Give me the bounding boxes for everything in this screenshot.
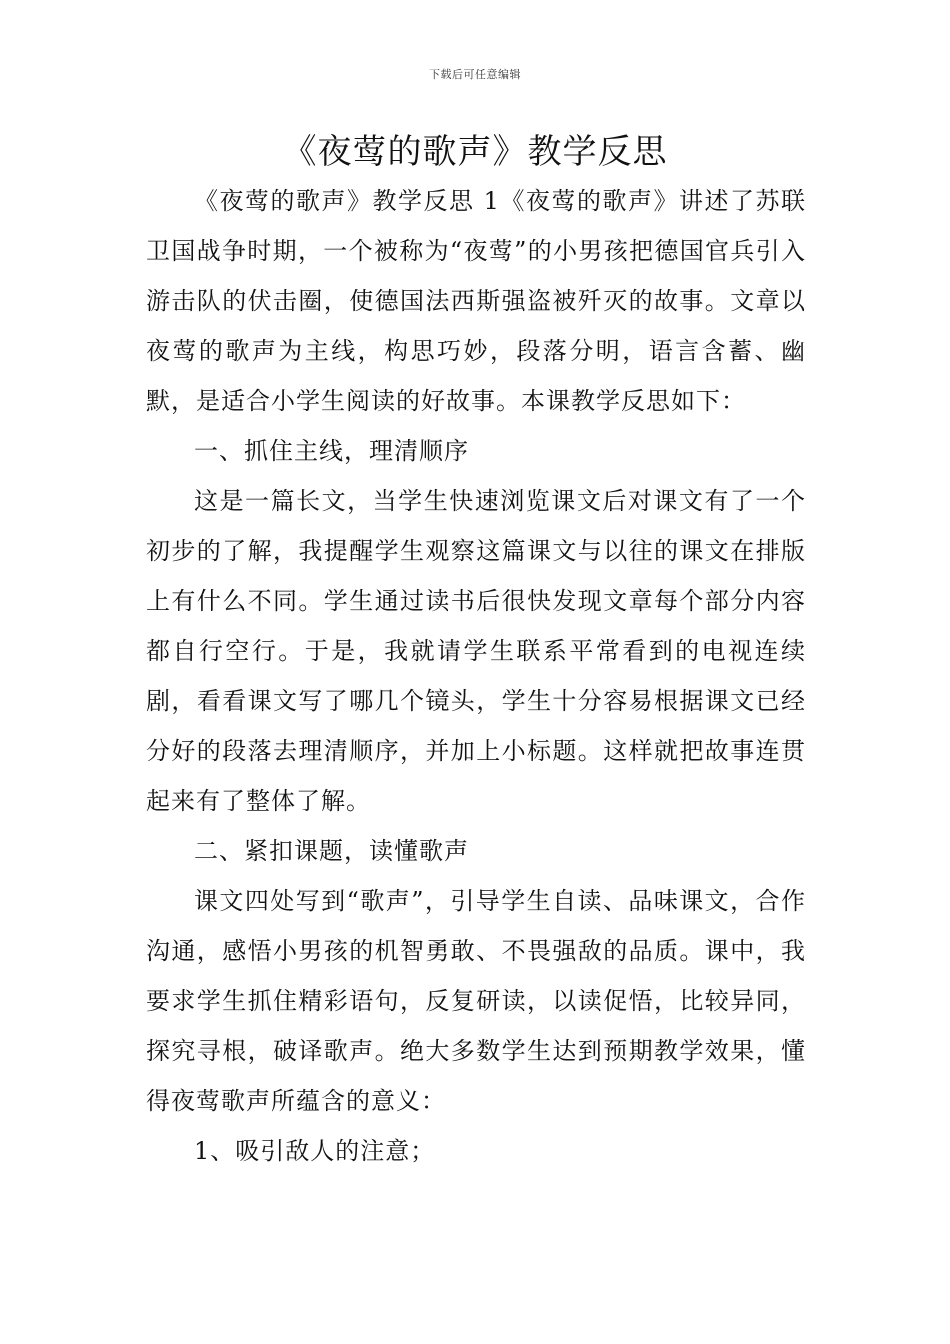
document-body — [146, 176, 806, 1176]
list-item-1: 1、吸引敌人的注意； — [194, 1137, 436, 1165]
paragraph-section-2: 课文四处写到“歌声”，引导学生自读、品味课文，合作沟通，感悟小男孩的机智勇敢、不畏强敌的品质。课中，我要求学生抓住精彩语句，反复研读，以读促悟，比较异同，探究寻根，破译歌声。绝大多数学生达到预期教学效果，懂得夜莺歌声所蕴含的意义： — [146, 887, 806, 1115]
paragraph-intro: 《夜莺的歌声》教学反思 1《夜莺的歌声》讲述了苏联卫国战争时期，一个被称为“夜莺”的小男孩把德国官兵引入游击队的伏击圈，使德国法西斯强盗被歼灭的故事。文章以夜莺的歌声为主线，构思巧妙，段落分明，语言含蓄、幽默，是适合小学生阅读的好故事。本课教学反思如下： — [146, 187, 806, 415]
document-title: 《夜莺的歌声》教学反思 — [282, 132, 668, 172]
header-note: 下载后可任意编辑 — [429, 68, 521, 81]
paragraph-section-1: 这是一篇长文，当学生快速浏览课文后对课文有了一个初步的了解，我提醒学生观察这篇课文与以往的课文在排版上有什么不同。学生通过读书后很快发现文章每个部分内容都自行空行。于是，我就请学生联系平常看到的电视连续剧，看看课文写了哪几个镜头，学生十分容易根据课文已经分好的段落去理清顺序，并加上小标题。这样就把故事连贯起来有了整体了解。 — [146, 487, 806, 815]
section-heading-1: 一、抓住主线，理清顺序 — [194, 437, 469, 465]
section-heading-2: 二、紧扣课题，读懂歌声 — [194, 837, 469, 865]
